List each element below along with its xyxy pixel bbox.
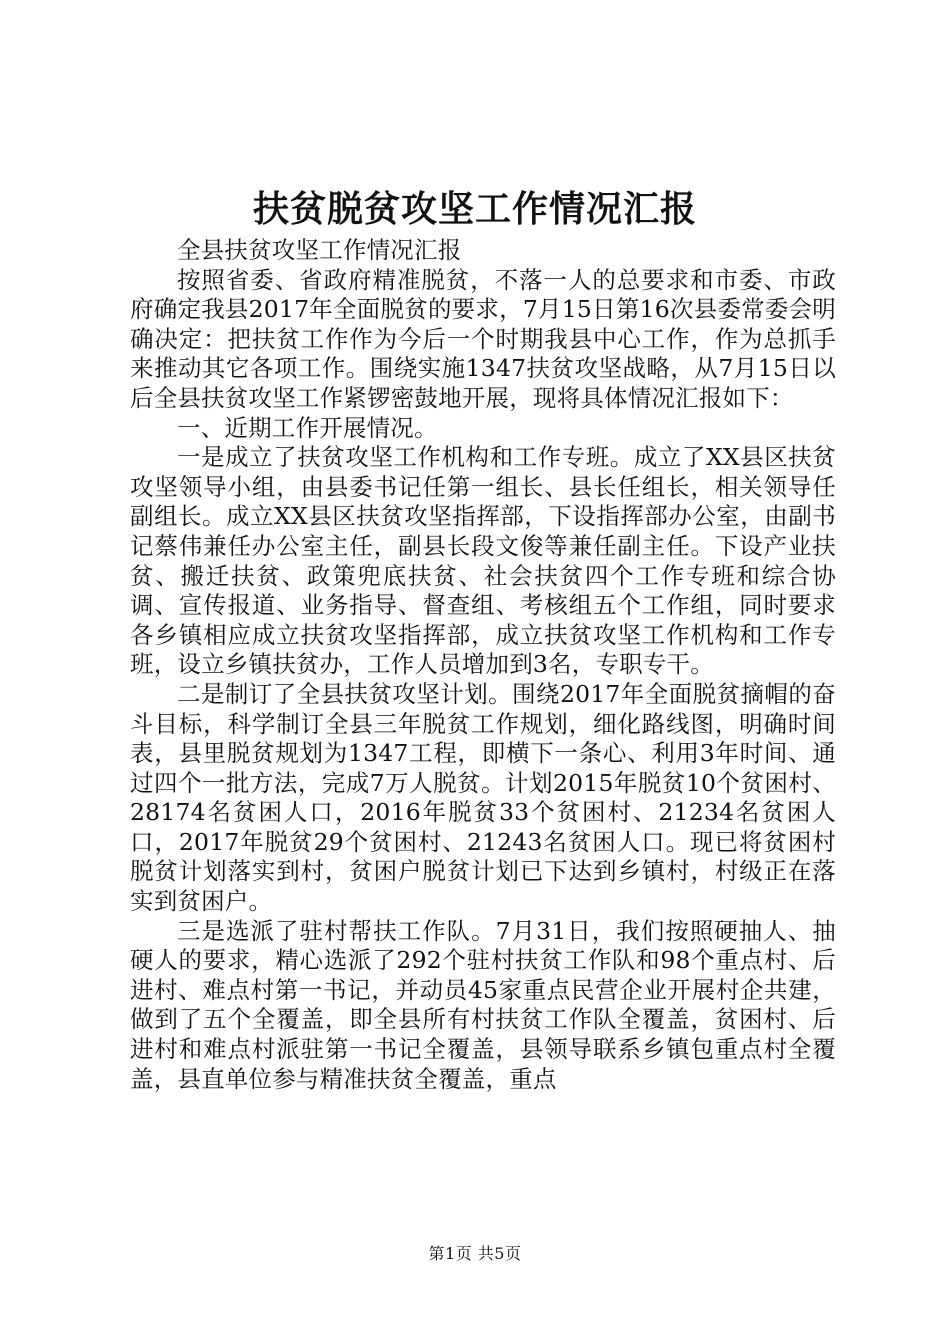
paragraph-intro: 按照省委、省政府精准脱贫，不落一人的总要求和市委、市政府确定我县2017年全面脱贫的要求，7月15日第16次县委常委会明确决定：把扶贫工作作为今后一个时期我县中心工作，作为总抓手来推动其它各项工作。围绕实施1347扶贫攻坚战略，从7月15日以后全县扶贫攻坚工作紧锣密鼓地开展，现将具体情况汇报如下： <box>130 265 836 412</box>
paragraph-item-1: 一是成立了扶贫攻坚工作机构和工作专班。成立了XX县区扶贫攻坚领导小组，由县委书记任第一组长、县长任组长，相关领导任副组长。成立XX县区扶贫攻坚指挥部，下设指挥部办公室，由副书记蔡伟兼任办公室主任，副县长段文俊等兼任副主任。下设产业扶贫、搬迁扶贫、政策兜底扶贫、社会扶贫四个工作专班和综合协调、宣传报道、业务指导、督查组、考核组五个工作组，同时要求各乡镇相应成立扶贫攻坚指挥部，成立扶贫攻坚工作机构和工作专班，设立乡镇扶贫办，工作人员增加到3名，专职专干。 <box>130 443 836 679</box>
page-number-footer: 第1页 共5页 <box>428 1244 522 1263</box>
section-heading: 一、近期工作开展情况。 <box>177 413 438 442</box>
paragraph-item-3: 三是选派了驻村帮扶工作队。7月31日，我们按照硬抽人、抽硬人的要求，精心选派了292个驻村扶贫工作队和98个重点村、后进村、难点村第一书记，并动员45家重点民营企业开展村企共建，做到了五个全覆盖，即全县所有村扶贫工作队全覆盖，贫困村、后进村和难点村派驻第一书记全覆盖，县领导联系乡镇包重点村全覆盖，县直单位参与精准扶贫全覆盖，重点 <box>130 916 836 1093</box>
paragraph-item-2: 二是制订了全县扶贫攻坚计划。围绕2017年全面脱贫摘帽的奋斗目标，科学制订全县三年脱贫工作规划，细化路线图，明确时间表，县里脱贫规划为1347工程，即横下一条心、利用3年时间、通过四个一批方法，完成7万人脱贫。计划2015年脱贫10个贫困村、28174名贫困人口，2016年脱贫33个贫困村、21234名贫困人口，2017年脱贫29个贫困村、21243名贫困人口。现已将贫困村脱贫计划落实到村，贫困户脱贫计划已下达到乡镇村，村级正在落实到贫困户。 <box>130 679 836 916</box>
document-body <box>130 236 836 1094</box>
document-title: 扶贫脱贫攻坚工作情况汇报 <box>252 188 697 230</box>
paragraph-subtitle: 全县扶贫攻坚工作情况汇报 <box>177 236 462 264</box>
